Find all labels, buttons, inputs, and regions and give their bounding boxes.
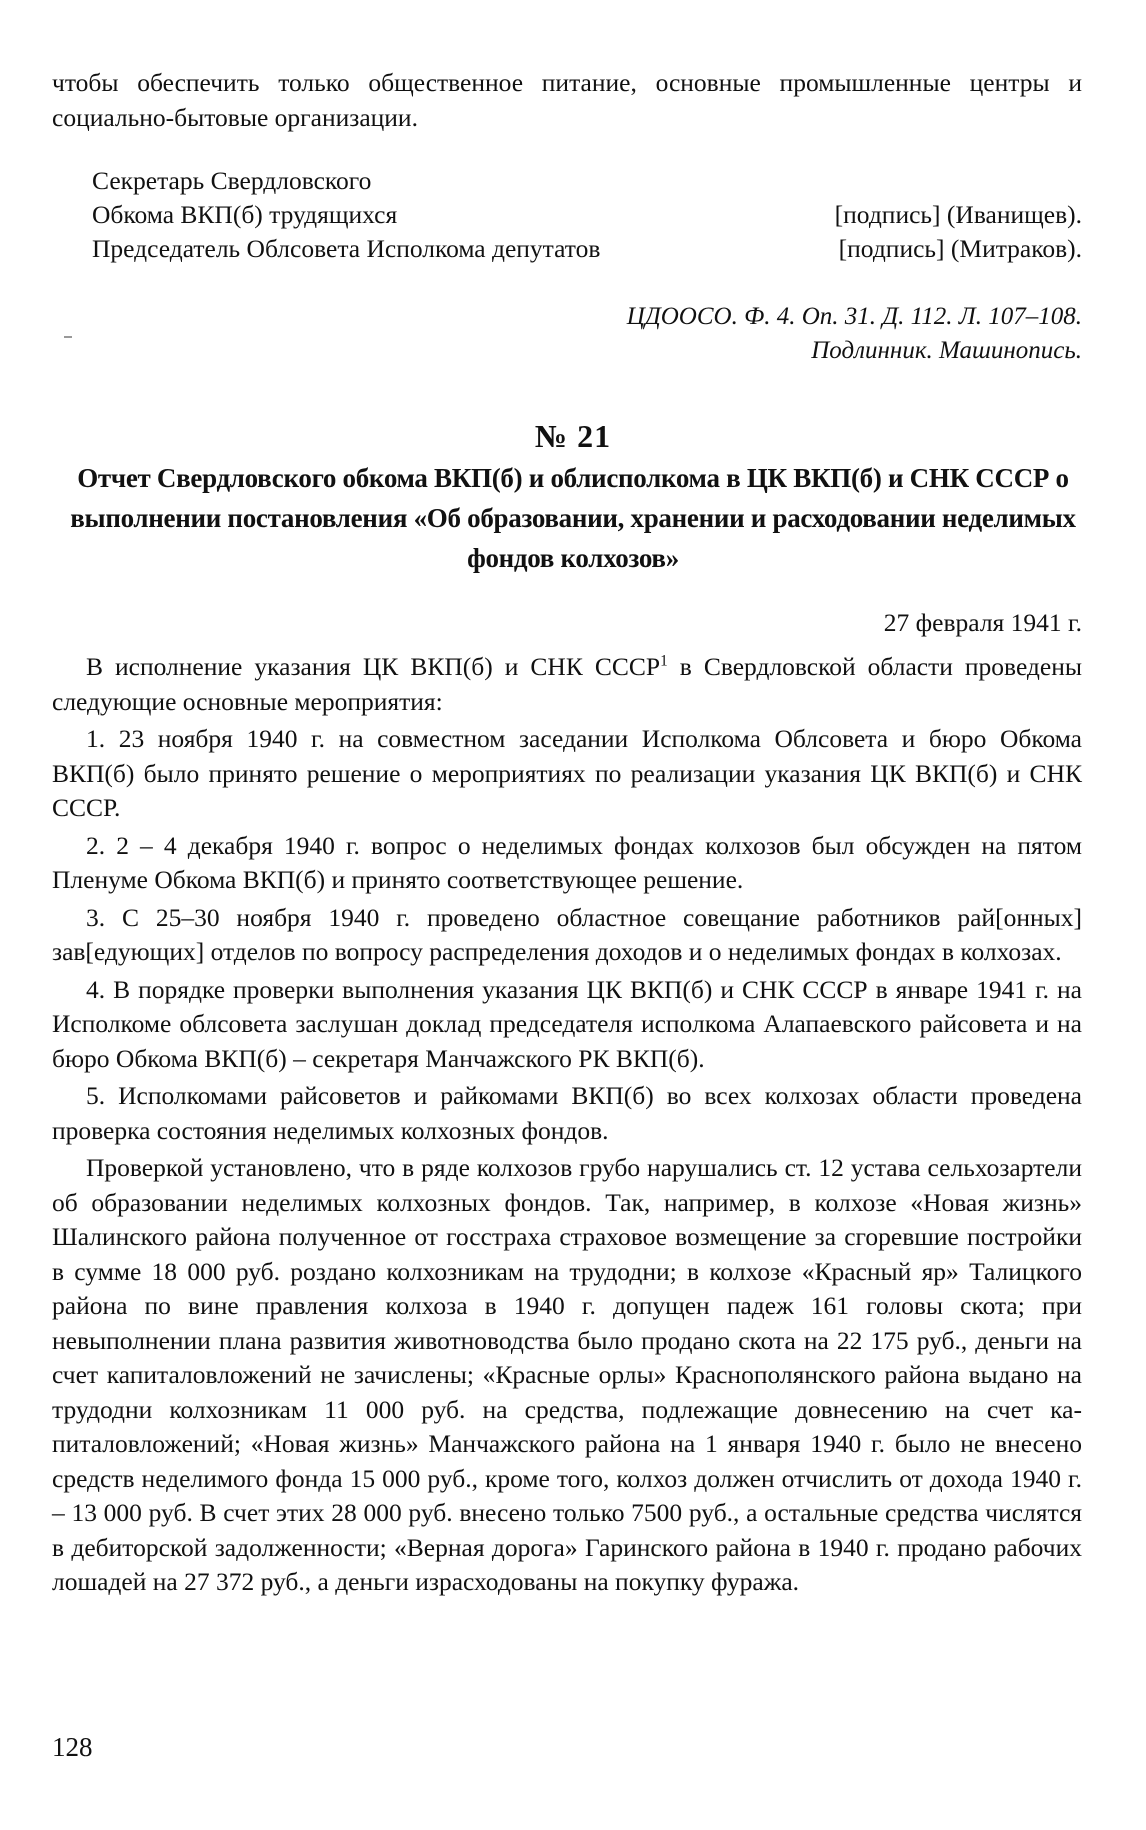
archive-note: Подлинник. Машинопись. xyxy=(811,337,1082,364)
list-item-1: 1. 23 ноября 1940 г. на совместном заседании Исполкома Облсовета и бюро Обкома ВКП(б) было принято решение о мероприятиях по реализации указания ЦК ВКП(б) и СНК СССР. xyxy=(52,724,1082,822)
footnote-marker: 1 xyxy=(660,652,668,670)
list-item-4: 4. В порядке проверки выполнения указания ЦК ВКП(б) и СНК СССР в январе 1941 г. на Исполкоме облсовета заслушан доклад председателя исполкома Алапаевского райсовета и на бюро Обкома ВКП(б) – секретаря Манчажского РК ВКП(б). xyxy=(52,974,1082,1073)
signature-title-line-2: Обкома ВКП(б) трудящихся xyxy=(92,200,398,229)
intro-paragraph xyxy=(52,650,1082,719)
document-date: 27 февраля 1941 г. xyxy=(883,608,1082,637)
archive-reference: ЦДООСО. Ф. 4. Оп. 31. Д. 112. Л. 107–108. xyxy=(626,303,1082,330)
list-item-5: 5. Исполкомами райсоветов и райкомами ВКП(б) во всех колхозах области проведена проверка состояния неделимых колхозных фондов. xyxy=(52,1081,1082,1145)
document-body xyxy=(52,650,1082,1603)
scan-speck xyxy=(64,336,72,338)
signature-mitrakov: [подпись] (Митраков). xyxy=(838,234,1082,263)
opening-paragraph-block xyxy=(52,66,1082,135)
signature-title-line-3: Председатель Облсовета Исполкома депутатов xyxy=(92,234,601,263)
list-item-2: 2. 2 – 4 декабря 1940 г. вопрос о неделимых фондах колхозов был обсужден на пятом Пленуме Обкома ВКП(б) и принято соответствующее решение. xyxy=(52,830,1082,894)
page-number: 128 xyxy=(52,1732,93,1762)
findings-paragraph: Проверкой установлено, что в ряде колхозов грубо нарушались ст. 12 устава сельхозартели об образовании неделимых колхозных фондов. Так, например, в колхозе «Новая жизнь» Шалинского района полученное от госстраха страховое возмещение за сгоревшие постройки в сумме 18 000 руб. роздано колхозникам на трудодни; в колхозе «Красный яр» Талицкого района по вине правления колхоза в 1940 г. допущен падеж 161 головы скота; при невыполнении плана развития животноводства было продано скота на 22 175 руб., деньги на счет капиталовложений не зачислены; «Красные орлы» Краснополянского района выдано на трудодни колхозникам 11 000 руб. на средства, подлежащие довнесению на счет капиталовложений; «Новая жизнь» Манчажского района на 1 января 1940 г. было не внесено средств неделимого фонда 15 000 руб., кроме того, колхоз должен отчислить от дохода 1940 г. – 13 000 руб. В счет этих 28 000 руб. внесено только 7500 руб., а остальные средства числятся в дебиторской задолженности; «Верная дорога» Гаринского района в 1940 г. продано рабочих лошадей на 27 372 руб., а деньги израсходованы на покупку фуража. xyxy=(52,1153,1082,1596)
signature-row-3 xyxy=(92,232,1082,266)
intro-text-end: в Свердловской области проведены следующие основные мероприятия: xyxy=(52,652,1082,716)
list-item-3: 3. С 25–30 ноября 1940 г. проведено областное совещание работников рай[онных] зав[едующих] отделов по вопросу распределения доходов и о неделимых фондах в колхозах. xyxy=(52,902,1082,966)
signature-ivanishchev: [подпись] (Иванищев). xyxy=(834,200,1082,229)
intro-text-start: В исполнение указания ЦК ВКП(б) и СНК СССР xyxy=(86,652,661,681)
signature-title-line-1: Секретарь Свердловского xyxy=(92,166,372,195)
signature-row-1 xyxy=(92,164,1082,198)
document-number: № 21 xyxy=(534,418,612,454)
document-title: Отчет Свердловского обкома ВКП(б) и облисполкома в ЦК ВКП(б) и СНК СССР о выполнении постановления «Об образовании, хранении и расходовании неделимых фондов колхозов» xyxy=(70,463,1076,573)
signature-row-2 xyxy=(92,198,1082,232)
opening-paragraph: чтобы обеспечить только общественное питание, основные промышленные центры и социально-бытовые организации. xyxy=(52,68,1082,132)
